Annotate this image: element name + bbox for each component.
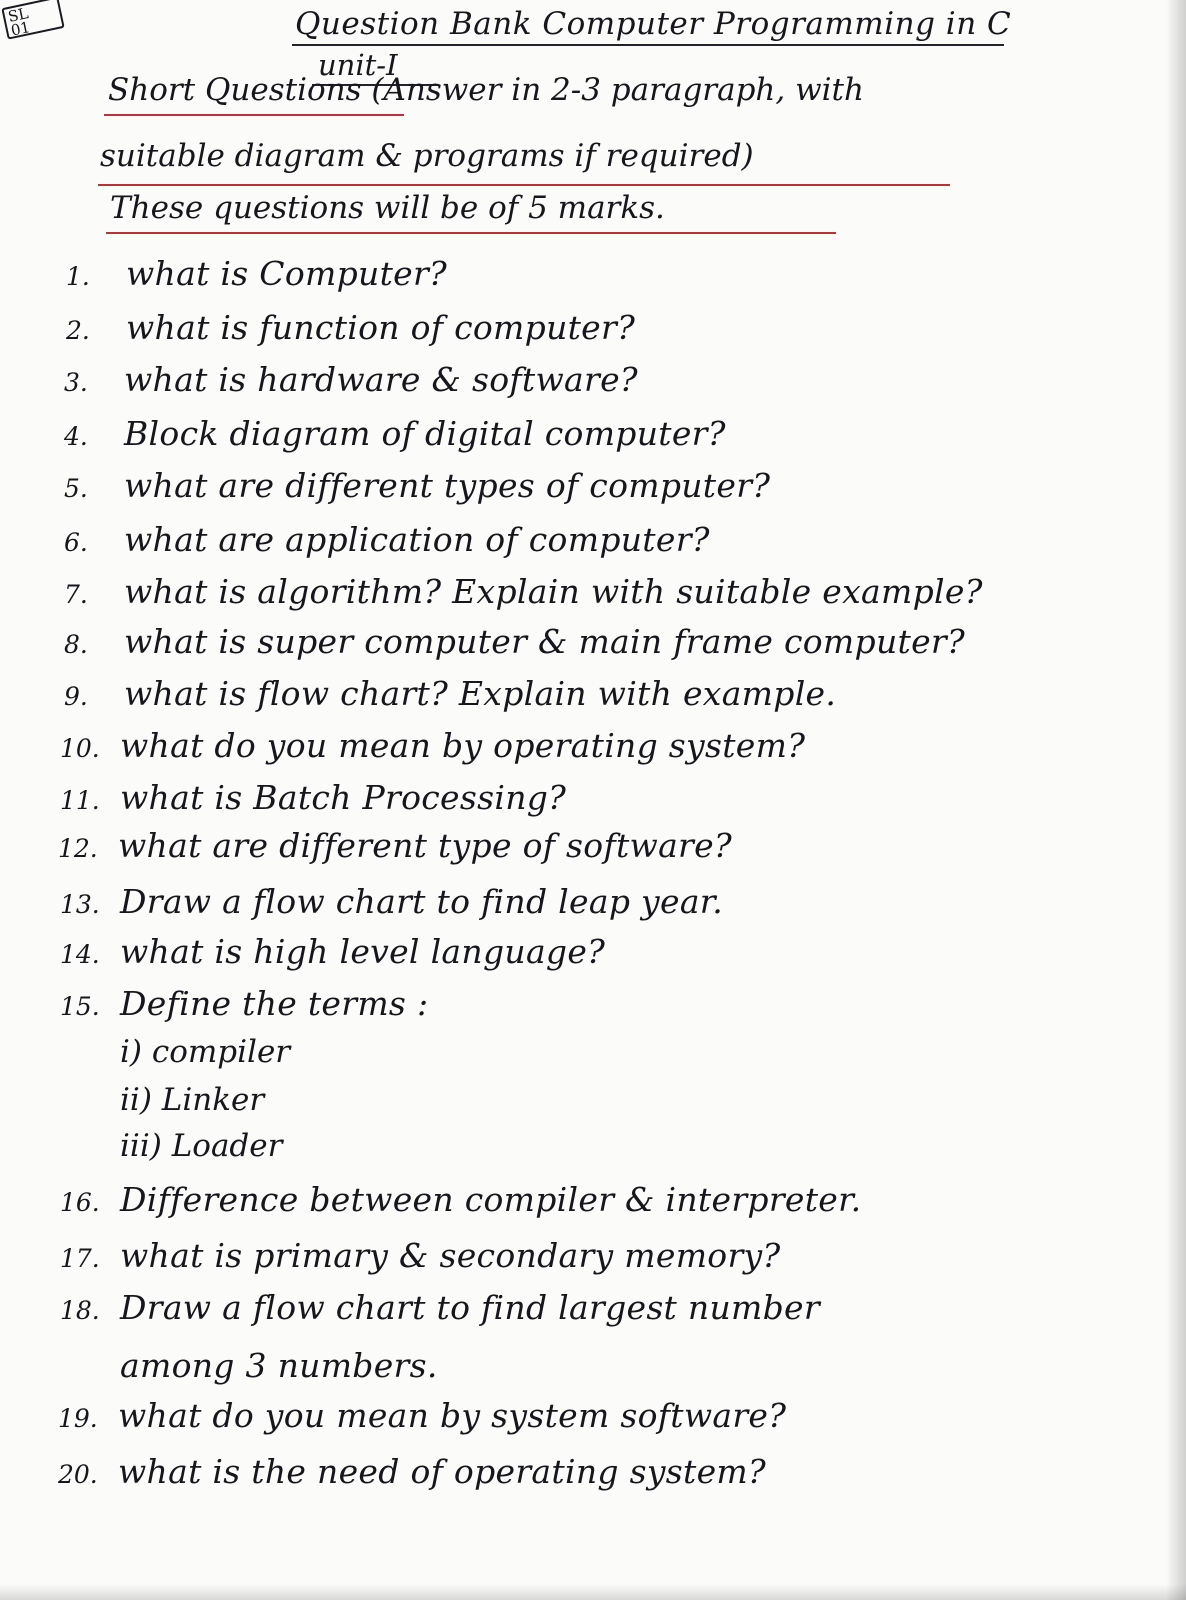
question-number: 5. (64, 474, 88, 503)
question-text: what are different type of software? (118, 826, 732, 865)
question-number: 20. (58, 1460, 98, 1489)
question-number: 9. (64, 682, 88, 711)
question-item (60, 1346, 438, 1385)
question-item (64, 520, 710, 559)
instruction-line-2: suitable diagram & programs if required) (100, 138, 754, 174)
question-text: what is super computer & main frame computer? (124, 622, 965, 661)
question-item (60, 882, 723, 921)
define-term-item: iii) Loader (120, 1128, 283, 1164)
question-item (58, 826, 732, 865)
question-number: 3. (64, 368, 88, 397)
question-text: among 3 numbers. (120, 1346, 438, 1385)
define-term-item: i) compiler (120, 1034, 291, 1070)
question-text: Draw a flow chart to find largest number (120, 1288, 820, 1327)
question-text: what are different types of computer? (124, 466, 771, 505)
question-item (58, 1396, 786, 1435)
instruction-underline-1 (104, 114, 404, 116)
question-number: 6. (64, 528, 88, 557)
question-item (64, 466, 770, 505)
question-text: Difference between compiler & interpreter. (120, 1180, 862, 1219)
question-item (60, 932, 605, 971)
question-number: 8. (64, 630, 88, 659)
question-item (66, 308, 635, 347)
question-item (64, 360, 638, 399)
question-number: 10. (60, 734, 100, 763)
question-text: what is Batch Processing? (120, 778, 567, 817)
question-number: 4. (64, 422, 88, 451)
question-number: 1. (66, 262, 90, 291)
question-number: 14. (60, 940, 100, 969)
corner-page-mark: SL 01 (1, 0, 64, 40)
question-item (64, 414, 726, 453)
question-text: Block diagram of digital computer? (124, 414, 726, 453)
question-item (60, 726, 805, 765)
question-item (64, 674, 836, 713)
question-item (64, 622, 965, 661)
unit-heading: unit-I (318, 48, 398, 82)
page-title: Question Bank Computer Programming in C (295, 6, 1012, 42)
question-number: 2. (66, 316, 90, 345)
question-item (66, 254, 447, 293)
instruction-line-3: These questions will be of 5 marks. (110, 190, 665, 226)
question-text: what is algorithm? Explain with suitable example? (124, 572, 983, 611)
question-text: what is function of computer? (126, 308, 636, 347)
question-text: what is Computer? (126, 254, 448, 293)
question-number: 19. (58, 1404, 98, 1433)
question-text: what do you mean by operating system? (120, 726, 806, 765)
question-text: what is hardware & software? (124, 360, 638, 399)
question-number: 7. (64, 580, 88, 609)
question-item (60, 1236, 780, 1275)
question-number: 17. (60, 1244, 100, 1273)
question-number: 11. (60, 786, 100, 815)
define-term-item: ii) Linker (120, 1082, 265, 1118)
instruction-underline-3 (106, 232, 836, 234)
question-number: 18. (60, 1296, 100, 1325)
question-item (64, 572, 983, 611)
question-number: 16. (60, 1188, 100, 1217)
question-text: what is primary & secondary memory? (120, 1236, 781, 1275)
title-underline (292, 44, 1004, 46)
page-bottom-shadow (0, 1584, 1186, 1600)
question-item (60, 1288, 820, 1327)
question-number: 13. (60, 890, 100, 919)
question-text: what is high level language? (120, 932, 606, 971)
question-number: 12. (58, 834, 98, 863)
question-text: Define the terms : (120, 984, 429, 1023)
instruction-underline-2 (98, 184, 950, 186)
page-edge-shadow (1166, 0, 1186, 1600)
instruction-line-1: Short Questions (Answer in 2-3 paragraph, with (108, 72, 864, 108)
question-item (58, 1452, 766, 1491)
question-text: Draw a flow chart to find leap year. (120, 882, 724, 921)
question-text: what is the need of operating system? (118, 1452, 766, 1491)
question-text: what do you mean by system software? (118, 1396, 787, 1435)
question-number: 15. (60, 992, 100, 1021)
question-item (60, 984, 428, 1023)
question-text: what is flow chart? Explain with example. (124, 674, 837, 713)
question-item (60, 778, 566, 817)
question-item (60, 1180, 861, 1219)
question-text: what are application of computer? (124, 520, 710, 559)
